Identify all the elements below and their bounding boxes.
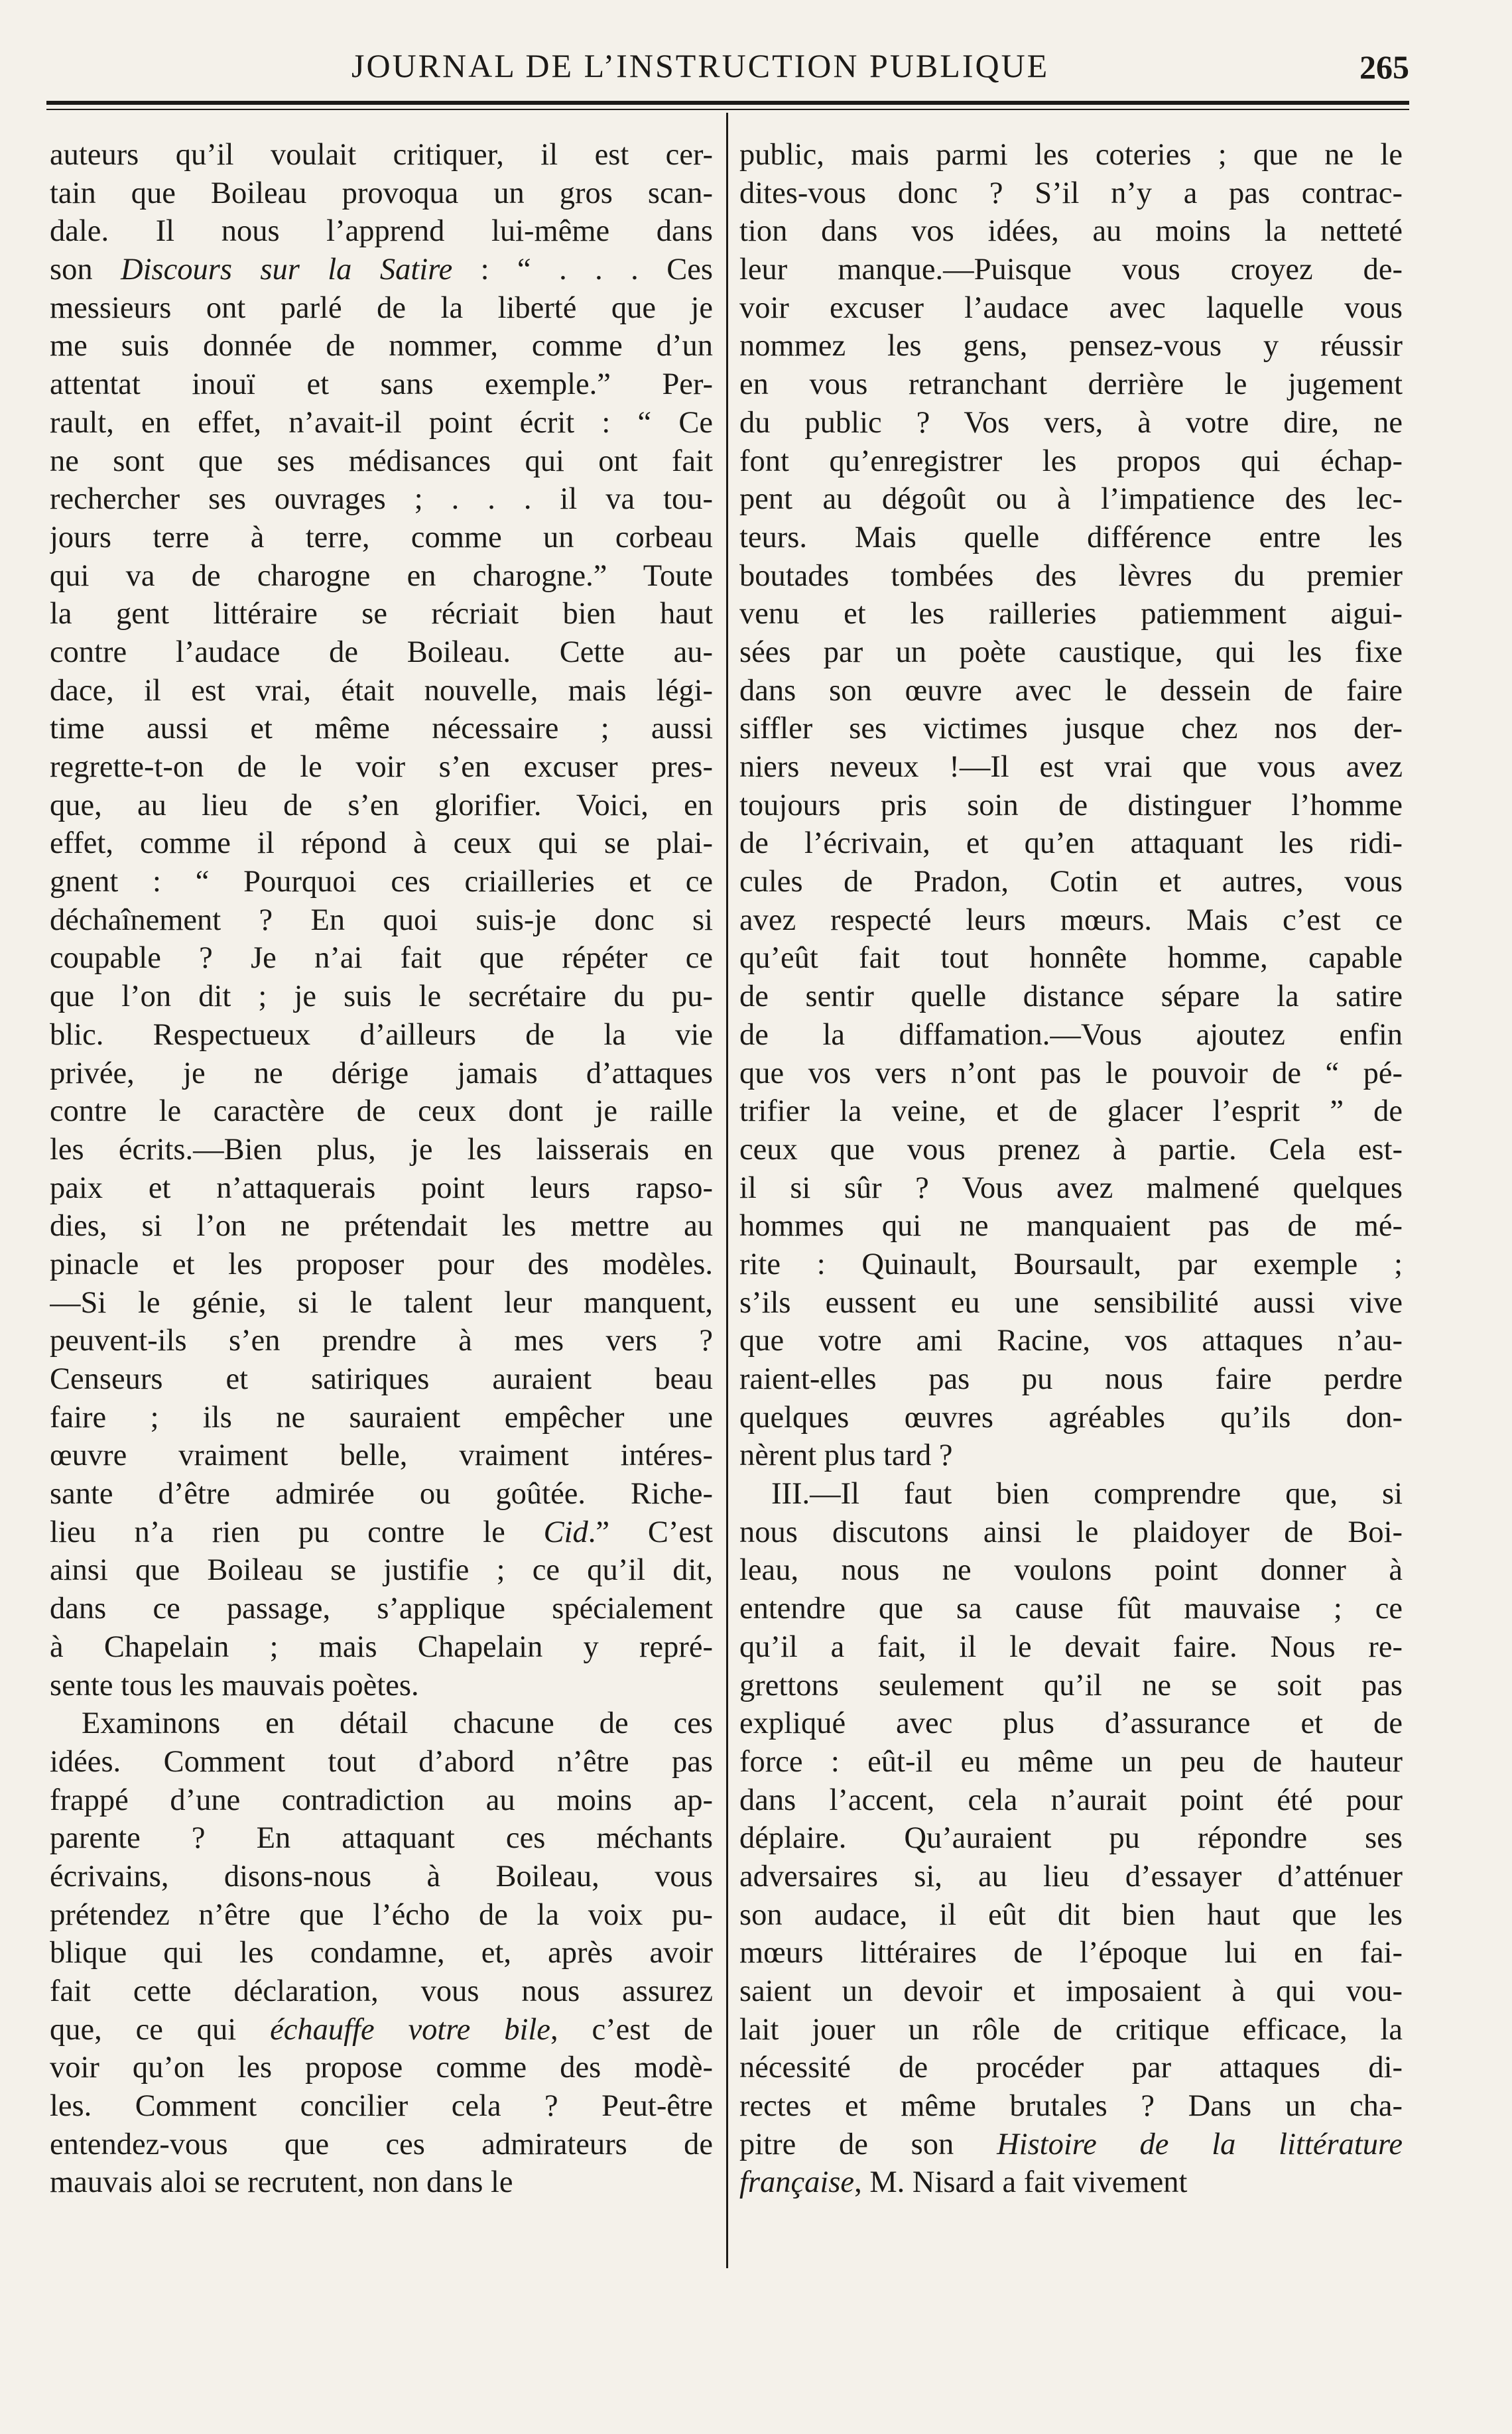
text-line: ainsi que Boileau se justifie ; ce qu’il dit, [50, 1553, 713, 1588]
text-line: nommez les gens, pensez-vous y réussir [739, 329, 1403, 363]
text-line: idées. Comment tout d’abord n’être pas [50, 1744, 713, 1779]
text-line: faire ; ils ne sauraient empêcher une [50, 1400, 713, 1435]
text-line: nèrent plus tard ? [739, 1439, 953, 1473]
text-line: dies, si l’on ne prétendait les mettre au [50, 1209, 713, 1244]
text-line: Censeurs et satiriques auraient beau [50, 1362, 713, 1396]
text-line: siffler ses victimes jusque chez nos der- [739, 712, 1403, 746]
text-line: Examinons en détail chacune de ces [82, 1706, 713, 1741]
text-line: du public ? Vos vers, à votre dire, ne [739, 405, 1403, 440]
text-line: que l’on dit ; je suis le secrétaire du pu- [50, 980, 713, 1014]
journal-title: JOURNAL DE L’INSTRUCTION PUBLIQUE [351, 47, 1050, 84]
column-divider [726, 113, 728, 2268]
text-line: niers neveux !—Il est vrai que vous avez [739, 750, 1403, 784]
text-line: ceux que vous prenez à partie. Cela est- [739, 1132, 1403, 1167]
text-line: expliqué avec plus d’assurance et de [739, 1706, 1403, 1741]
text-line: leau, nous ne voulons point donner à [739, 1553, 1403, 1588]
text-line: —Si le génie, si le talent leur manquent, [50, 1285, 713, 1320]
text-line: force : eût-il eu même un peu de hauteur [739, 1744, 1403, 1779]
text-line: s’ils eussent eu une sensibilité aussi vive [739, 1285, 1403, 1320]
text-line: boutades tombées des lèvres du premier [739, 558, 1403, 593]
text-line: font qu’enregistrer les propos qui échap- [739, 444, 1403, 478]
text-line: fait cette déclaration, vous nous assurez [50, 1974, 713, 2008]
text-line: avez respecté leurs mœurs. Mais c’est ce [739, 903, 1403, 937]
text-line: dites-vous donc ? S’il n’y a pas contrac- [739, 176, 1403, 210]
text-line: regrette-t-on de le voir s’en excuser pres- [50, 750, 713, 784]
text-line: me suis donnée de nommer, comme d’un [50, 329, 713, 363]
text-line: rechercher ses ouvrages ; . . . il va tou- [50, 482, 713, 517]
text-line: voir excuser l’audace avec laquelle vous [739, 290, 1403, 325]
text-line: la gent littéraire se récriait bien haut [50, 597, 713, 631]
text-line: que vos vers n’ont pas le pouvoir de “ pé- [739, 1056, 1403, 1090]
text-line: messieurs ont parlé de la liberté que je [50, 290, 713, 325]
text-line: blic. Respectueux d’ailleurs de la vie [50, 1017, 713, 1052]
text-line: qui va de charogne en charogne.” Toute [50, 558, 713, 593]
text-line: III.—Il faut bien comprendre que, si [771, 1477, 1403, 1511]
text-line: lieu n’a rien pu contre le Cid.” C’est [50, 1515, 713, 1549]
text-line: toujours pris soin de distinguer l’homme [739, 788, 1403, 822]
text-line: de la diffamation.—Vous ajoutez enfin [739, 1017, 1403, 1052]
text-line: saient un devoir et imposaient à qui vou- [739, 1974, 1403, 2008]
text-line: il si sûr ? Vous avez malmené quelques [739, 1171, 1403, 1205]
text-line: lait jouer un rôle de critique efficace, la [739, 2012, 1403, 2047]
text-line: venu et les railleries patiemment aigui- [739, 597, 1403, 631]
text-line: de sentir quelle distance sépare la satire [739, 980, 1403, 1014]
text-line: pinacle et les proposer pour des modèles. [50, 1247, 713, 1281]
text-line: que, au lieu de s’en glorifier. Voici, en [50, 788, 713, 822]
text-line: peuvent-ils s’en prendre à mes vers ? [50, 1324, 713, 1358]
text-line: en vous retranchant derrière le jugement [739, 367, 1403, 402]
text-line: pent au dégoût ou à l’impatience des lec- [739, 482, 1403, 517]
text-line: blique qui les condamne, et, après avoir [50, 1936, 713, 1970]
text-line: œuvre vraiment belle, vraiment intéres- [50, 1439, 713, 1473]
text-line: rite : Quinault, Boursault, par exemple ; [739, 1247, 1403, 1281]
text-line: auteurs qu’il voulait critiquer, il est cer- [50, 138, 713, 172]
text-line: mauvais aloi se recrutent, non dans le [50, 2165, 513, 2200]
text-line: adversaires si, au lieu d’essayer d’atténuer [739, 1859, 1403, 1893]
text-line: voir qu’on les propose comme des modè- [50, 2051, 713, 2085]
text-line: déplaire. Qu’auraient pu répondre ses [739, 1821, 1403, 1856]
text-line: dace, il est vrai, était nouvelle, mais légi- [50, 673, 713, 708]
text-line: pitre de son Histoire de la littérature [739, 2127, 1403, 2161]
page-number: 265 [1359, 48, 1409, 86]
text-line: time aussi et même nécessaire ; aussi [50, 712, 713, 746]
text-line: grettons seulement qu’il ne se soit pas [739, 1668, 1403, 1702]
text-line: quelques œuvres agréables qu’ils don- [739, 1400, 1403, 1435]
text-line: contre le caractère de ceux dont je raille [50, 1094, 713, 1129]
text-line: parente ? En attaquant ces méchants [50, 1821, 713, 1856]
text-line: qu’il a fait, il le devait faire. Nous re- [739, 1630, 1403, 1664]
right-text-column [739, 136, 1403, 2202]
text-line: déchaînement ? En quoi suis-je donc si [50, 903, 713, 937]
header-rule-thick [46, 101, 1409, 105]
text-line: mœurs littéraires de l’époque lui en fai- [739, 1936, 1403, 1970]
text-line: ne sont que ses médisances qui ont fait [50, 444, 713, 478]
text-line: les écrits.—Bien plus, je les laisserais en [50, 1132, 713, 1167]
text-line: dans ce passage, s’applique spécialement [50, 1592, 713, 1626]
text-line: de l’écrivain, et qu’en attaquant les ridi- [739, 826, 1403, 861]
text-line: sées par un poète caustique, qui les fixe [739, 635, 1403, 669]
text-line: que votre ami Racine, vos attaques n’au- [739, 1324, 1403, 1358]
text-line: que, ce qui échauffe votre bile, c’est de [50, 2012, 713, 2047]
text-line: dale. Il nous l’apprend lui-même dans [50, 214, 713, 249]
text-line: teurs. Mais quelle différence entre les [739, 520, 1403, 554]
text-line: nous discutons ainsi le plaidoyer de Boi- [739, 1515, 1403, 1549]
text-line: nécessité de procéder par attaques di- [739, 2051, 1403, 2085]
text-line: prétendez n’être que l’écho de la voix pu- [50, 1897, 713, 1932]
text-line: son Discours sur la Satire : “ . . . Ces [50, 253, 713, 287]
text-line: privée, je ne dérige jamais d’attaques [50, 1056, 713, 1090]
text-line: à Chapelain ; mais Chapelain y repré- [50, 1630, 713, 1664]
text-line: entendre que sa cause fût mauvaise ; ce [739, 1592, 1403, 1626]
text-line: attentat inouï et sans exemple.” Per- [50, 367, 713, 402]
text-line: effet, comme il répond à ceux qui se plai- [50, 826, 713, 861]
text-line: cules de Pradon, Cotin et autres, vous [739, 865, 1403, 899]
text-line: coupable ? Je n’ai fait que répéter ce [50, 941, 713, 976]
text-line: leur manque.—Puisque vous croyez de- [739, 253, 1403, 287]
text-line: gnent : “ Pourquoi ces criailleries et ce [50, 865, 713, 899]
text-line: dans l’accent, cela n’aurait point été pour [739, 1783, 1403, 1817]
text-line: sante d’être admirée ou goûtée. Riche- [50, 1477, 713, 1511]
text-line: son audace, il eût dit bien haut que les [739, 1897, 1403, 1932]
text-line: raient-elles pas pu nous faire perdre [739, 1362, 1403, 1396]
text-line: rault, en effet, n’avait-il point écrit : “ Ce [50, 405, 713, 440]
text-line: paix et n’attaquerais point leurs rapso- [50, 1171, 713, 1205]
text-line: écrivains, disons-nous à Boileau, vous [50, 1859, 713, 1893]
running-head [46, 41, 1409, 88]
text-line: entendez-vous que ces admirateurs de [50, 2127, 713, 2161]
text-line: trifier la veine, et de glacer l’esprit ” de [739, 1094, 1403, 1129]
text-line: tion dans vos idées, au moins la netteté [739, 214, 1403, 249]
text-line: tain que Boileau provoqua un gros scan- [50, 176, 713, 210]
text-line: les. Comment concilier cela ? Peut-être [50, 2089, 713, 2124]
text-line: qu’eût fait tout honnête homme, capable [739, 941, 1403, 976]
text-line: française, M. Nisard a fait vivement [739, 2165, 1188, 2200]
text-line: frappé d’une contradiction au moins ap- [50, 1783, 713, 1817]
text-line: contre l’audace de Boileau. Cette au- [50, 635, 713, 669]
text-line: dans son œuvre avec le dessein de faire [739, 673, 1403, 708]
left-text-column [50, 136, 713, 2202]
text-line: jours terre à terre, comme un corbeau [50, 520, 713, 554]
text-line: hommes qui ne manquaient pas de mé- [739, 1209, 1403, 1244]
header-rule-thin [46, 109, 1409, 110]
text-line: rectes et même brutales ? Dans un cha- [739, 2089, 1403, 2124]
text-line: public, mais parmi les coteries ; que ne le [739, 138, 1403, 172]
text-line: sente tous les mauvais poètes. [50, 1668, 419, 1702]
